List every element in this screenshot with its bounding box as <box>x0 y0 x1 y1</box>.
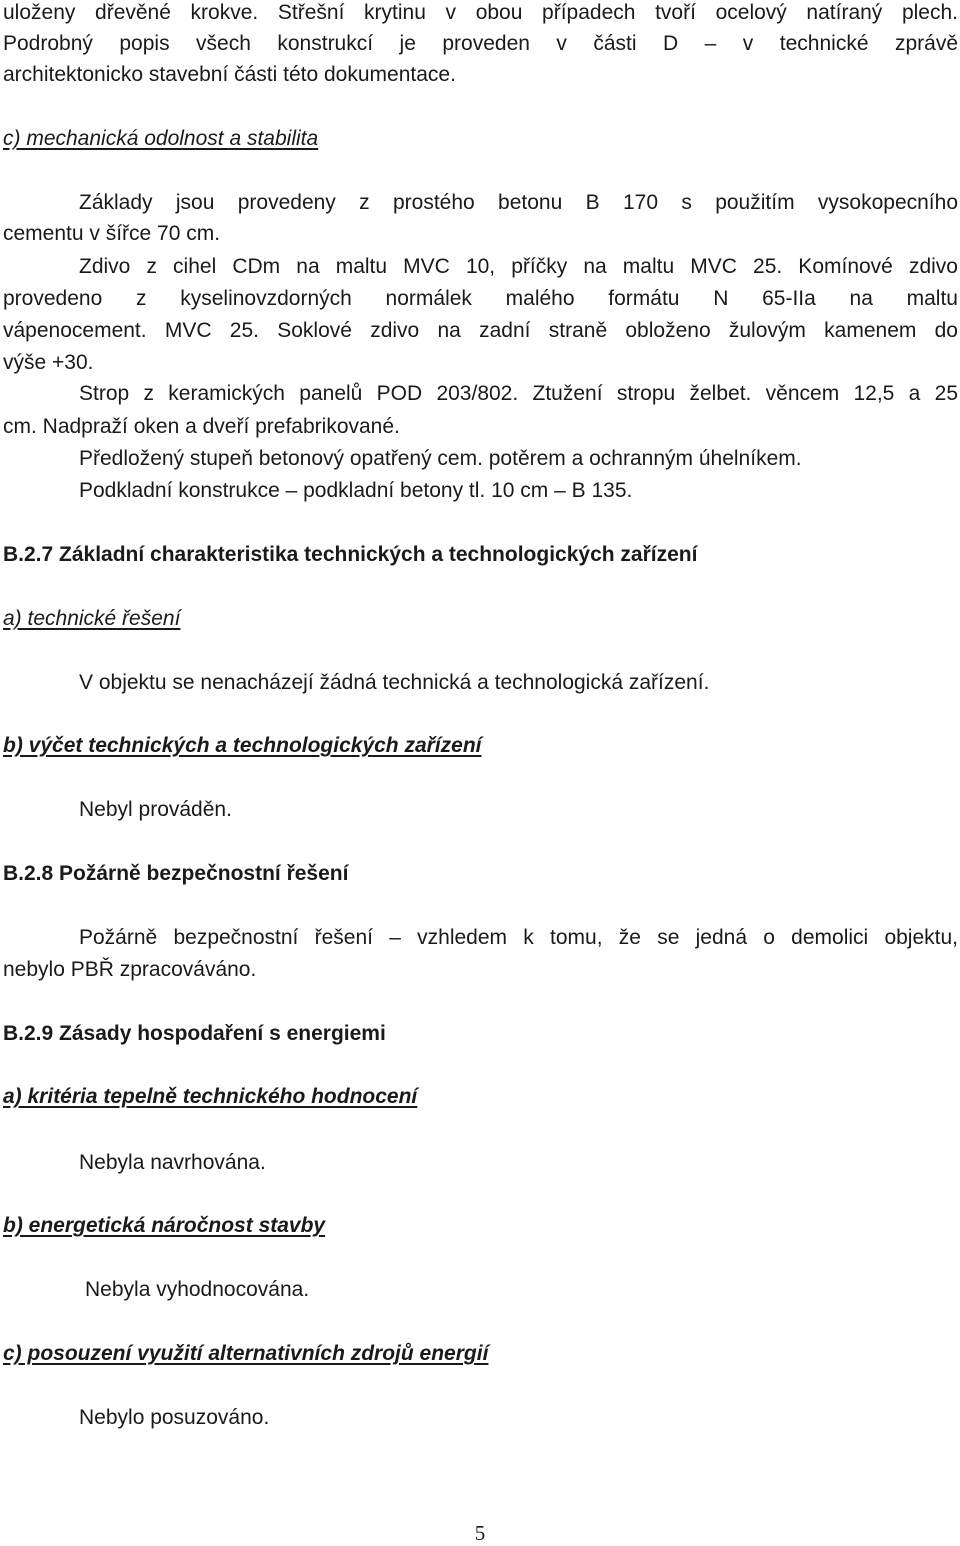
page-number: 5 <box>474 1521 486 1545</box>
paragraph-line: Základy jsou provedeny z prostého betonu B 170 s použitím vysokopecního <box>79 191 958 214</box>
paragraph-line: Podrobný popis všech konstrukcí je proveden v části D – v technické zprávě <box>3 32 958 55</box>
paragraph-line: Nebyl prováděn. <box>79 798 232 821</box>
subsection-heading-alternative-energy: c) posouzení využití alternativních zdrojů energií <box>3 1342 489 1365</box>
paragraph-line: architektonicko stavební části této dokumentace. <box>3 63 456 86</box>
subsection-heading-equipment-list: b) výčet technických a technologických zařízení <box>3 734 482 757</box>
section-heading-b27: B.2.7 Základní charakteristika technických a technologických zařízení <box>3 543 698 566</box>
paragraph-line: provedeno z kyselinovzdorných normálek malého formátu N 65-IIa na maltu <box>3 287 958 310</box>
paragraph-line: Zdivo z cihel CDm na maltu MVC 10, příčky na maltu MVC 25. Komínové zdivo <box>79 255 958 278</box>
paragraph-line: Strop z keramických panelů POD 203/802. Ztužení stropu želbet. věncem 12,5 a 25 <box>79 382 958 405</box>
paragraph-line: cementu v šířce 70 cm. <box>3 222 221 245</box>
paragraph-line: Požárně bezpečnostní řešení – vzhledem k tomu, že se jedná o demolici objektu, <box>79 926 958 949</box>
subsection-heading-thermal-criteria: a) kritéria tepelně technického hodnocení <box>3 1085 418 1108</box>
subsection-heading-energy-demand: b) energetická náročnost stavby <box>3 1214 326 1237</box>
paragraph-line: Nebyla vyhodnocována. <box>85 1278 310 1301</box>
subsection-heading-c-mechanical: c) mechanická odolnost a stabilita <box>3 127 319 150</box>
subsection-heading-technical-solution: a) technické řešení <box>3 607 181 630</box>
paragraph-line: výše +30. <box>3 351 94 374</box>
paragraph-line: Nebyla navrhována. <box>79 1151 266 1174</box>
paragraph-line: Podkladní konstrukce – podkladní betony tl. 10 cm – B 135. <box>79 479 633 502</box>
paragraph-line: Nebylo posuzováno. <box>79 1406 270 1429</box>
paragraph-line: V objektu se nenacházejí žádná technická a technologická zařízení. <box>79 671 710 694</box>
section-heading-b29: B.2.9 Zásady hospodaření s energiemi <box>3 1022 386 1045</box>
paragraph-line: nebylo PBŘ zpracováváno. <box>3 958 257 981</box>
paragraph-line: Předložený stupeň betonový opatřený cem. potěrem a ochranným úhelníkem. <box>79 447 802 470</box>
paragraph-line: cm. Nadpraží oken a dveří prefabrikované. <box>3 415 400 438</box>
section-heading-b28: B.2.8 Požárně bezpečnostní řešení <box>3 862 349 885</box>
paragraph-line: uloženy dřevěné krokve. Střešní krytinu v obou případech tvoří ocelový natíraný plech. <box>3 1 958 24</box>
paragraph-line: vápenocement. MVC 25. Soklové zdivo na zadní straně obloženo žulovým kamenem do <box>3 319 958 342</box>
